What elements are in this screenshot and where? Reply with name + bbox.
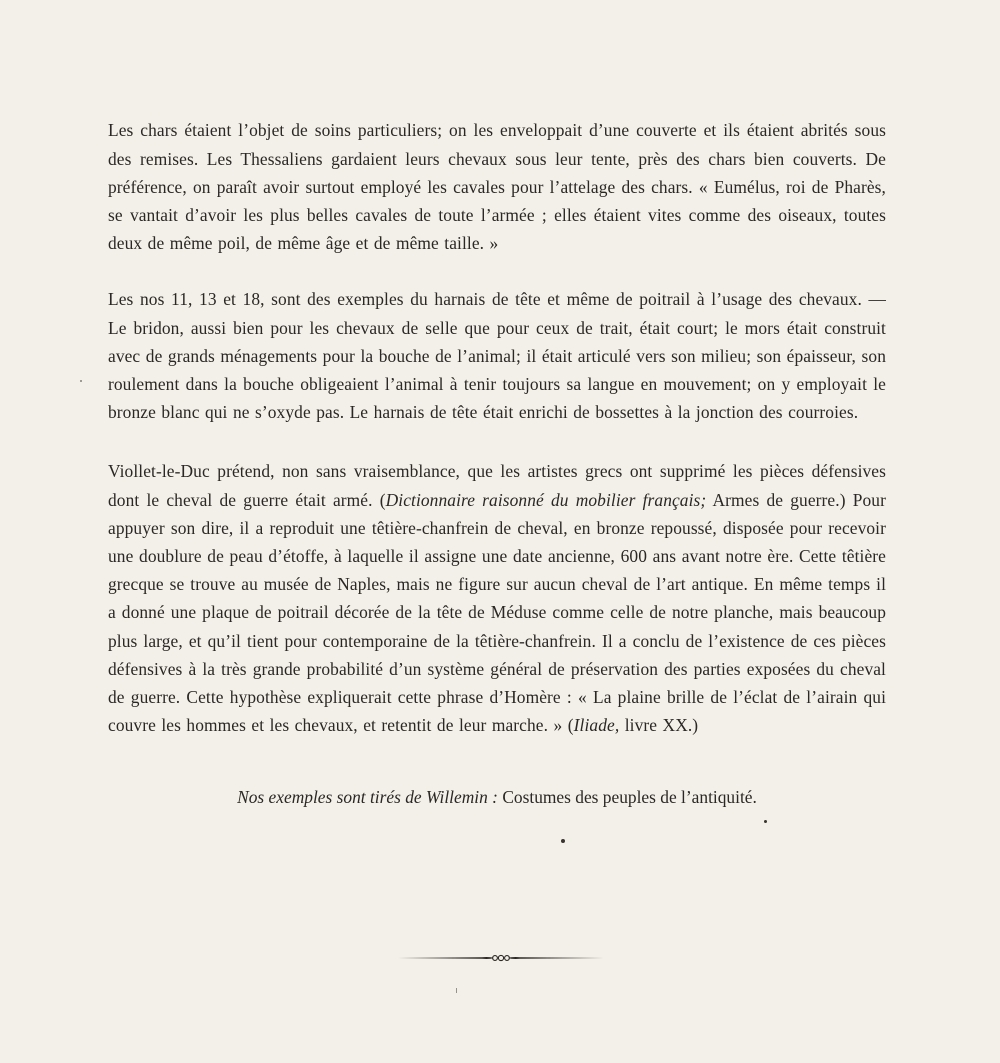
paragraph-text: Armes de guerre.) Pour appuyer son dire, il a reproduit une têtière-chanfrein de cheval, en bronze repoussé, disposée pour recevoir une doublure de peau d’étoffe, à laquelle il assigne une date ancienne, 600 ans avant notre ère. Cette têtière grecque se trouve au musée de Naples, mais ne figure sur aucun cheval de l’art antique. En même temps il a donné une plaque de poitrail décorée de la tête de Méduse comme celle de notre planche, mais beaucoup plus large, et qu’il tient pour contemporaine de la têtière-chanfrein. Il a conclu de l’existence de ces pièces défensives à la très grande probabilité d’un système général de préservation des parties exposées du cheval de guerre. Cette hypothèse expliquerait cette phrase d’Homère : « La plaine brille de l’éclat de l’airain qui couvre les hommes et les chevaux, et retentit de leur marche. » ( [108,489,886,736]
ink-speck [456,988,457,993]
ink-speck [764,820,767,823]
paragraph-harnais: Les nos 11, 13 et 18, sont des exemples du harnais de tête et même de poitrail à l’usage des chevaux. — Le bridon, aussi bien pour les chevaux de selle que pour ceux de trait, était court; le mors était construit avec de grands ménagements pour la bouche de l’animal; il était articulé vers son milieu; son épaisseur, son roulement dans la bouche obligeaient l’animal à tenir toujours sa langue en mouvement; on y employait le bronze blanc qui ne s’oxyde pas. Le harnais de tête était enrichi de bossettes à la jonction des courroies. [108,289,886,423]
credit-text: Costumes des peuples de l’antiquité. [497,787,757,808]
tailpiece-ornament-icon [398,950,604,971]
source-credit [108,783,886,811]
ink-speck [561,839,565,843]
book-title-italic: Dictionnaire raisonné du mobilier français; [385,489,707,510]
iliad-title-italic: Iliade, [573,715,620,736]
paragraph-text: livre XX.) [619,715,699,736]
ink-speck [80,380,82,382]
paragraph-viollet-le-duc [108,457,886,739]
paragraph-text: Viollet-le-Duc prétend, non sans vraisemblance, que les artistes grecs ont supprimé les pièces défensives dont le cheval de guerre était armé. ( [108,461,886,510]
credit-italic: Nos exemples sont tirés de Willemin : [237,787,498,808]
paragraph-chars: Les chars étaient l’objet de soins particuliers; on les enveloppait d’une couverte et ils étaient abrités sous des remises. Les Thessaliens gardaient leurs chevaux sous leur tente, près des chars bien couverts. De préférence, on paraît avoir surtout employé les cavales pour l’attelage des chars. « Eumélus, roi de Pharès, se vantait d’avoir les plus belles cavales de toute l’armée ; elles étaient vites comme des oiseaux, toutes deux de même poil, de même âge et de même taille. » [108,120,886,254]
